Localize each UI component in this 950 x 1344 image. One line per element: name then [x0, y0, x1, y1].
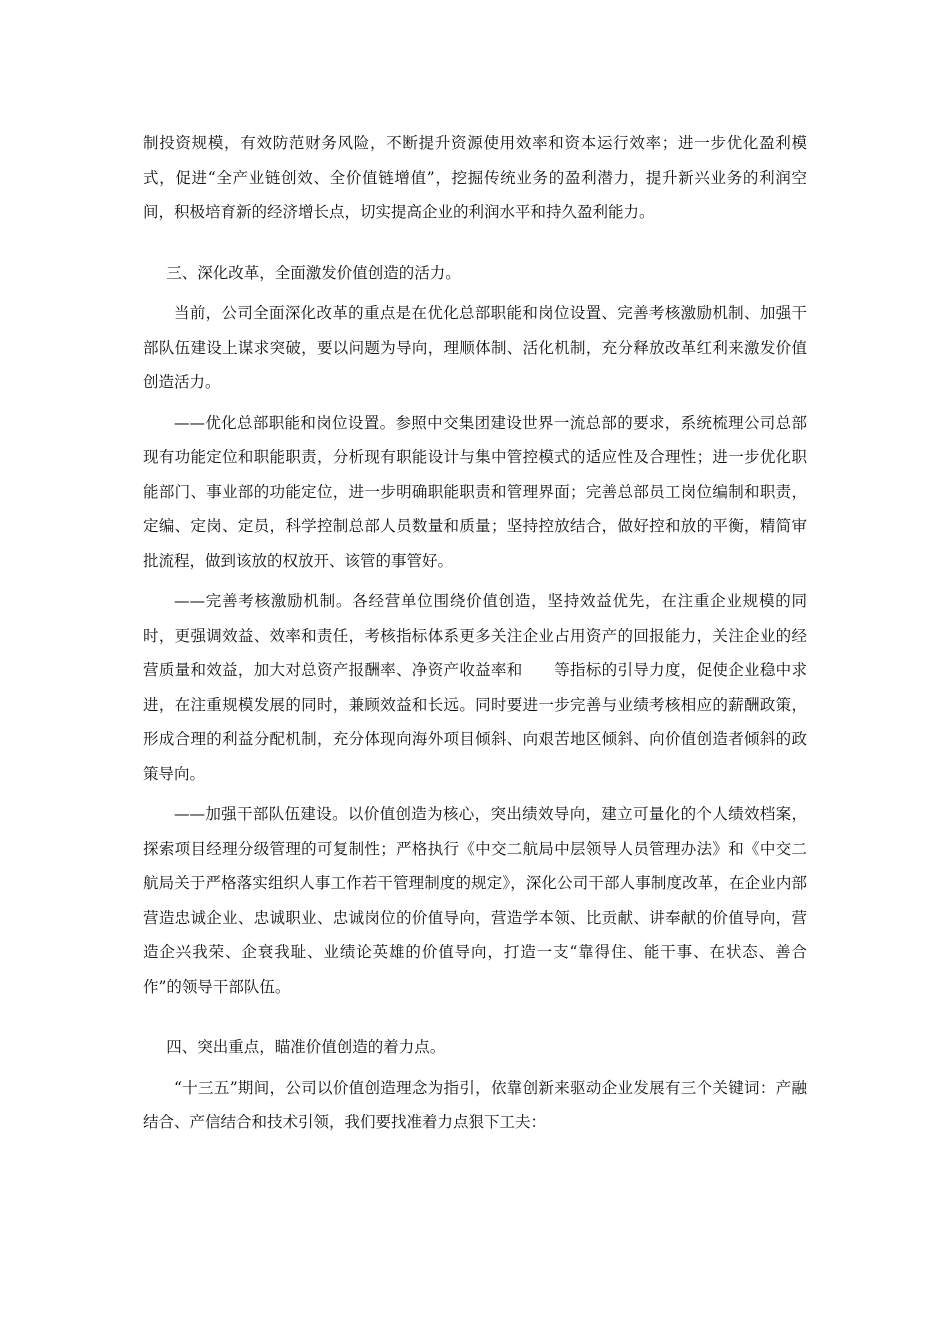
paragraph-optimize-hq: ——优化总部职能和岗位设置。参照中交集团建设世界一流总部的要求，系统梳理公司总部现有功能定位和职能职责，分析现有职能设计与集中管控模式的适应性及合理性；进一步优化职能部门、事业部的功能定位，进一步明确职能职责和管理界面；完善总部员工岗位编制和职责，定编、定岗、定员，科学控制总部人员数量和质量；坚持控放结合，做好控和放的平衡，精简审批流程，做到该放的权放开、该管的事管好。 — [143, 413, 807, 570]
paragraph-reform-intro: 当前，公司全面深化改革的重点是在优化总部职能和岗位设置、完善考核激励机制、加强干部队伍建设上谋求突破，要以问题为导向，理顺体制、活化机制，充分释放改革红利来激发价值创造活力。 — [143, 304, 807, 391]
paragraph-continuation: 制投资规模，有效防范财务风险，不断提升资源使用效率和资本运行效率；进一步优化盈利模式，促进“全产业链创效、全价值链增值”，挖掘传统业务的盈利潜力，提升新兴业务的利润空间，积极培育新的经济增长点，切实提高企业的利润水平和持久盈利能力。 — [143, 134, 807, 221]
section-heading-3: 三、深化改革，全面激发价值创造的活力。 — [166, 263, 461, 282]
paragraph-13th-five-year: “十三五”期间，公司以价值创造理念为指引，依靠创新来驱动企业发展有三个关键词：产融结合、产信结合和技术引领，我们要找准着力点狠下工夫： — [143, 1078, 807, 1131]
section-heading-4: 四、突出重点，瞄准价值创造的着力点。 — [166, 1038, 446, 1056]
document-body — [143, 126, 807, 1140]
paragraph-cadre: ——加强干部队伍建设。以价值创造为核心，突出绩效导向，建立可量化的个人绩效档案，探索项目经理分级管理的可复制性；严格执行《中交二航局中层领导人员管理办法》和《中交二航局关于严格落实组织人事工作若干管理制度的规定》，深化公司干部人事制度改革，在企业内部营造忠诚企业、忠诚职业、忠诚岗位的价值导向，营造学本领、比贡献、讲奉献的价值导向，营造企兴我荣、企衰我耻、业绩论英雄的价值导向，打造一支“靠得住、能干事、在状态、善合作”的领导干部队伍。 — [143, 805, 807, 996]
paragraph-incentive: ——完善考核激励机制。各经营单位围绕价值创造，坚持效益优先，在注重企业规模的同时，更强调效益、效率和责任，考核指标体系更多关注企业占用资产的回报能力，关注企业的经营质量和效益，加大对总资产报酬率、净资产收益率和 等指标的引导力度，促使企业稳中求进，在注重规模发展的同时，兼顾效益和长远。同时要进一步完善与业绩考核相应的薪酬政策，形成合理的利益分配机制，充分体现向海外项目倾斜、向艰苦地区倾斜、向价值创造者倾斜的政策导向。 — [143, 592, 807, 783]
